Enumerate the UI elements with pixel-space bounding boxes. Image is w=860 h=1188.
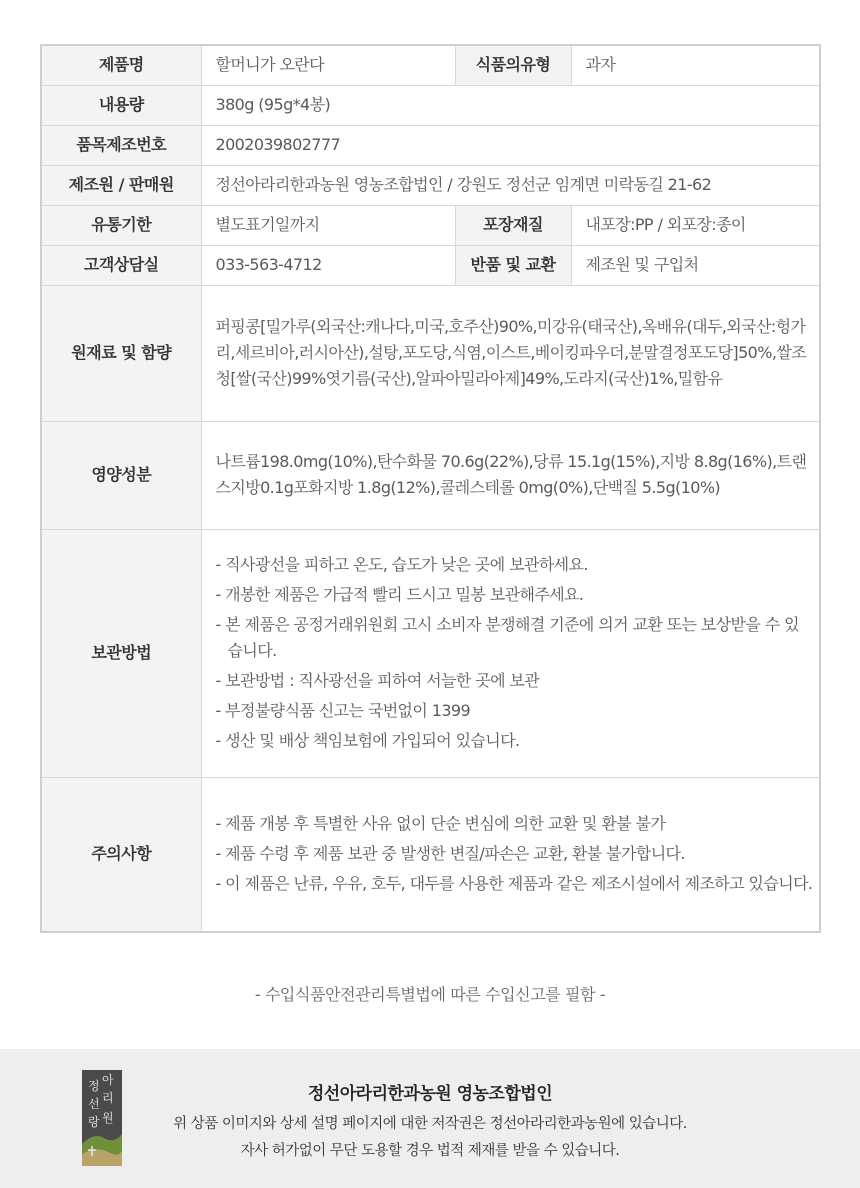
list-item: - 직사광선을 피하고 온도, 습도가 낮은 곳에 보관하세요. bbox=[215, 555, 588, 574]
table-row bbox=[41, 529, 820, 777]
svg-text:원: 원 bbox=[102, 1111, 114, 1125]
nutrition-value: 나트륨198.0mg(10%),탄수화물 70.6g(22%),당류 15.1g(15%),지방 8.8g(16%),트랜스지방0.1g포화지방 1.8g(12%),콜레스테롤 0mg(0%),단백질 5.5g(10%) bbox=[201, 421, 820, 529]
report-no-value: 2002039802777 bbox=[201, 125, 820, 165]
list-item: - 제품 수령 후 제품 보관 중 발생한 변질/파손은 교환, 환불 불가합니다. bbox=[215, 844, 685, 864]
svg-text:아: 아 bbox=[102, 1073, 114, 1087]
svg-text:선: 선 bbox=[88, 1097, 100, 1111]
table-row bbox=[41, 421, 820, 529]
storage-label: 보관방법 bbox=[41, 529, 201, 777]
food-type-label: 식품의유형 bbox=[455, 45, 571, 85]
ingredients-label: 원재료 및 함량 bbox=[41, 285, 201, 421]
list-item: - 생산 및 배상 책임보험에 가입되어 있습니다. bbox=[215, 731, 520, 750]
table-row bbox=[41, 85, 820, 125]
packaging-value: 내포장:PP / 외포장:종이 bbox=[571, 205, 820, 245]
list-item: - 본 제품은 공정거래위원회 고시 소비자 분쟁해결 기준에 의거 교환 또는 보상받을 수 있습니다. bbox=[215, 615, 799, 660]
list-item: - 부정불량식품 신고는 국번없이 1399 bbox=[215, 701, 471, 720]
product-name-label: 제품명 bbox=[41, 45, 201, 85]
list-item: - 개봉한 제품은 가급적 빨리 드시고 밀봉 보관해주세요. bbox=[215, 585, 584, 604]
food-type-value: 과자 bbox=[571, 45, 820, 85]
expiry-label: 유통기한 bbox=[41, 205, 201, 245]
warning-line: 자사 허가없이 무단 도용할 경우 법적 제재를 받을 수 있습니다. bbox=[240, 1143, 620, 1159]
table-row bbox=[41, 45, 820, 85]
cs-phone: 033-563-4712 bbox=[201, 245, 455, 285]
product-info-table bbox=[40, 44, 821, 933]
packaging-label: 포장재질 bbox=[455, 205, 571, 245]
return-value: 제조원 및 구입처 bbox=[571, 245, 820, 285]
caution-value bbox=[201, 777, 820, 932]
copyright-line: 위 상품 이미지와 상세 설명 페이지에 대한 저작권은 정선아라리한과농원에 있습니다. bbox=[173, 1116, 687, 1132]
svg-text:랑: 랑 bbox=[88, 1115, 100, 1129]
table-row bbox=[41, 125, 820, 165]
product-name-value: 할머니가 오란다 bbox=[201, 45, 455, 85]
maker-value: 정선아라리한과농원 영농조합법인 / 강원도 정선군 임계면 미락동길 21-62 bbox=[201, 165, 820, 205]
list-item: - 제품 개봉 후 특별한 사유 없이 단순 변심에 의한 교환 및 환불 불가 bbox=[215, 814, 666, 834]
table-row bbox=[41, 777, 820, 932]
table-row bbox=[41, 245, 820, 285]
storage-value bbox=[201, 529, 820, 777]
content-label: 내용량 bbox=[41, 85, 201, 125]
cs-label: 고객상담실 bbox=[41, 245, 201, 285]
footer-text bbox=[130, 1079, 730, 1160]
ingredients-value: 퍼핑콩[밀가루(외국산:캐나다,미국,호주산)90%,미강유(태국산),옥배유(대두,외국산:헝가리,세르비아,러시아산),설탕,포도당,식염,이스트,베이킹파우더,분말결정포도당]50%,쌀조청[쌀(국산)99%엿기름(국산),알파아밀라아제]49%,도라지(국산)1%,밀함유 bbox=[201, 285, 820, 421]
caution-list bbox=[202, 811, 820, 897]
table-row bbox=[41, 285, 820, 421]
list-item: - 보관방법 : 직사광선을 피하여 서늘한 곳에 보관 bbox=[215, 671, 540, 690]
brand-logo bbox=[82, 1070, 122, 1166]
svg-text:리: 리 bbox=[102, 1091, 114, 1105]
svg-text:정: 정 bbox=[88, 1079, 100, 1093]
import-notice: - 수입식품안전관리특별법에 따른 수입신고를 필함 - bbox=[254, 985, 606, 1004]
company-name: 정선아라리한과농원 영농조합법인 bbox=[307, 1084, 553, 1104]
footer bbox=[0, 1049, 860, 1188]
logo-icon bbox=[82, 1070, 122, 1166]
content-value: 380g (95g*4봉) bbox=[201, 85, 820, 125]
list-item: - 이 제품은 난류, 우유, 호두, 대두를 사용한 제품과 같은 제조시설에서 제조하고 있습니다. bbox=[215, 874, 813, 894]
table-row bbox=[41, 165, 820, 205]
caution-label: 주의사항 bbox=[41, 777, 201, 932]
report-no-label: 품목제조번호 bbox=[41, 125, 201, 165]
return-label: 반품 및 교환 bbox=[455, 245, 571, 285]
nutrition-label: 영양성분 bbox=[41, 421, 201, 529]
expiry-value: 별도표기일까지 bbox=[201, 205, 455, 245]
maker-label: 제조원 / 판매원 bbox=[41, 165, 201, 205]
table-row bbox=[41, 205, 820, 245]
storage-list bbox=[202, 552, 820, 754]
